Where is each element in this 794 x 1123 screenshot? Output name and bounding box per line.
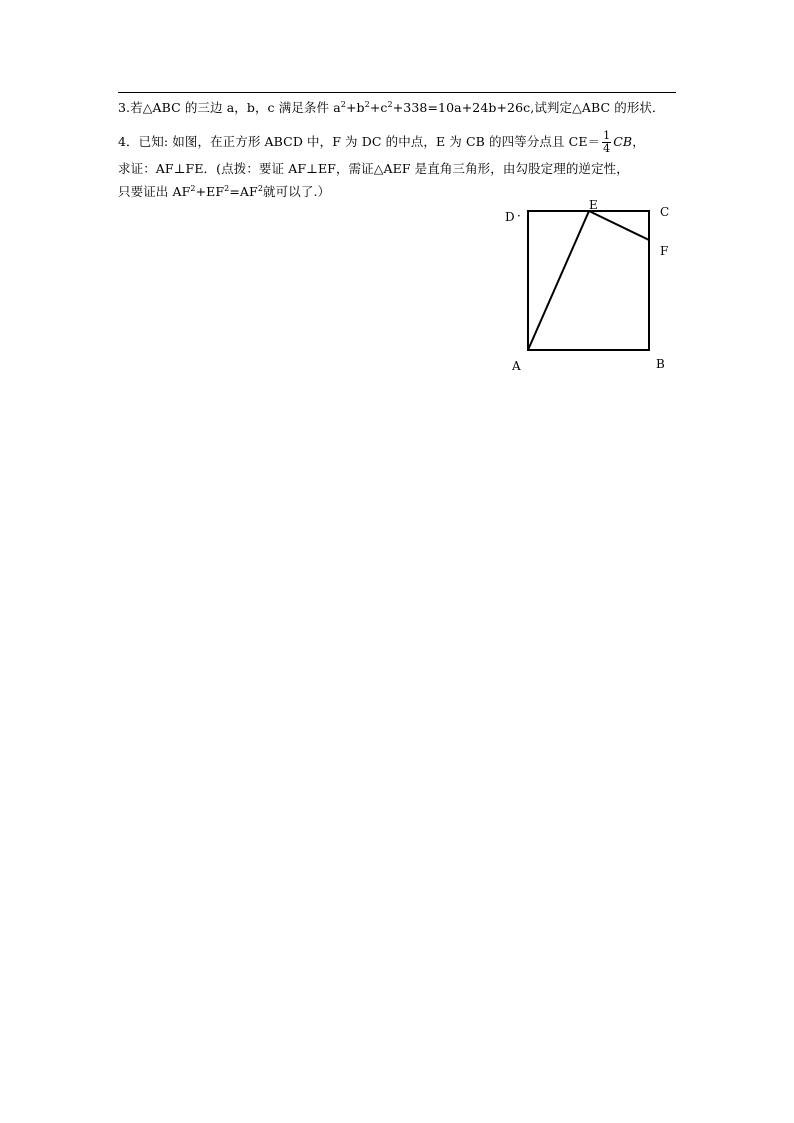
label-f: F — [660, 244, 669, 258]
segment-cb: CB — [613, 134, 633, 149]
superscript: 2 — [257, 184, 264, 193]
superscript: 2 — [387, 100, 393, 109]
fraction-denominator: 4 — [603, 142, 611, 155]
problem-3-part: +338=10a+24b+26c,试判定△ABC 的形状． — [392, 100, 665, 115]
hint-part: 只要证出 AF — [118, 184, 191, 199]
label-dot: · — [517, 209, 521, 223]
label-c: C — [660, 205, 670, 219]
label-e: E — [589, 198, 598, 212]
fraction-numerator: 1 — [603, 129, 611, 142]
segment-ae — [528, 211, 589, 350]
superscript: 2 — [224, 184, 230, 193]
hint-part: =AF — [229, 184, 258, 199]
superscript: 2 — [364, 100, 370, 109]
label-d: D — [505, 210, 515, 224]
superscript: 2 — [340, 100, 346, 109]
problem-4-statement: 4．已知: 如图，在正方形 ABCD 中，F 为 DC 的中点，E 为 CB 的四等分点且 CE＝ — [118, 134, 601, 149]
segment-ef — [589, 211, 649, 240]
problem-3-part: +c — [369, 100, 388, 115]
punctuation: ， — [632, 134, 645, 149]
superscript: 2 — [190, 184, 196, 193]
label-b: B — [656, 357, 665, 371]
problem-4-line-2: 求证：AF⊥FE．(点拨：要证 AF⊥EF，需证△AEF 是直角三角形，由勾股定理的逆定性， — [118, 161, 629, 176]
hint-part: +EF — [195, 184, 225, 199]
problem-3-part: +b — [345, 100, 365, 115]
hint-part: 就可以了.） — [263, 184, 331, 199]
problem-3-part: 3.若△ABC 的三边 a，b，c 满足条件 a — [118, 100, 341, 115]
label-a: A — [512, 359, 521, 373]
